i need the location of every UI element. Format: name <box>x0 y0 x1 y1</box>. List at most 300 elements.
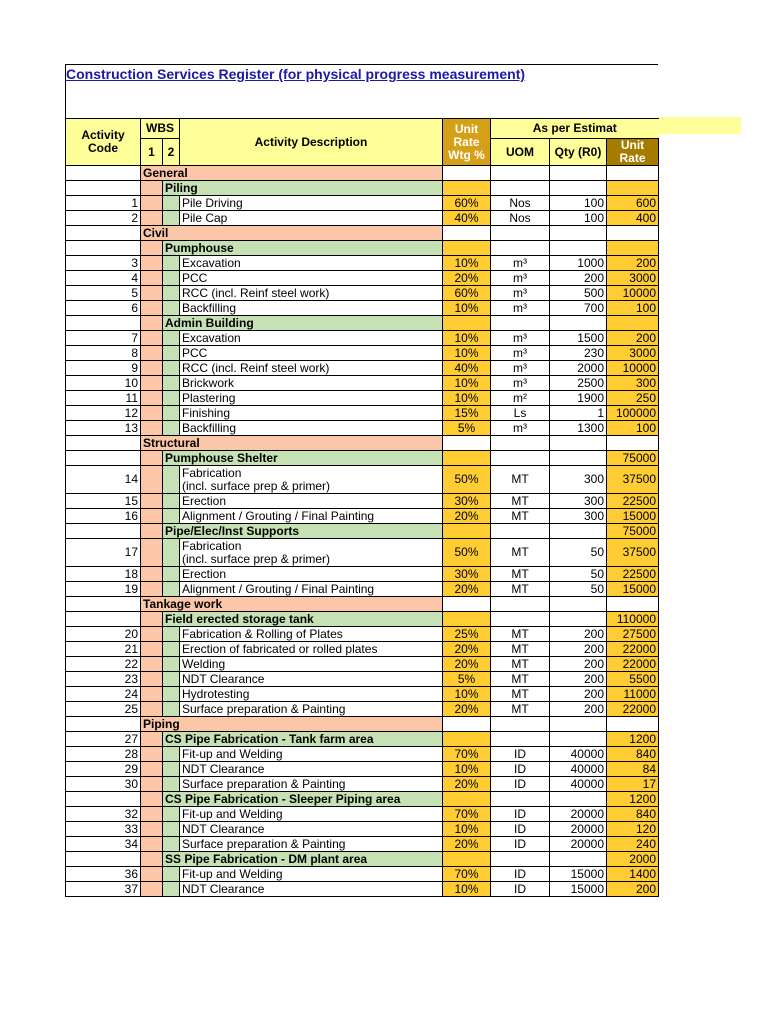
rate-cell[interactable]: 1400 <box>607 867 659 882</box>
qty-cell[interactable]: 1 <box>550 406 607 421</box>
uom-cell[interactable]: Nos <box>491 196 550 211</box>
rate-cell[interactable]: 22000 <box>607 702 659 717</box>
wbs-level1-cell[interactable] <box>141 687 163 702</box>
activity-code-cell[interactable]: 2 <box>66 211 141 226</box>
activity-code-cell[interactable]: 1 <box>66 196 141 211</box>
activity-description-cell[interactable]: Backfilling <box>180 421 443 436</box>
wtg-cell[interactable]: 10% <box>443 762 491 777</box>
qty-cell[interactable]: 20000 <box>550 837 607 852</box>
activity-description-cell[interactable]: Fabrication & Rolling of Plates <box>180 627 443 642</box>
rate-cell[interactable]: 840 <box>607 807 659 822</box>
uom-cell[interactable]: MT <box>491 509 550 524</box>
activity-description-cell[interactable]: Fit-up and Welding <box>180 807 443 822</box>
wtg-cell[interactable] <box>443 166 491 181</box>
activity-code-cell[interactable]: 32 <box>66 807 141 822</box>
wbs-level2-cell[interactable] <box>163 421 180 436</box>
activity-description-cell[interactable]: Plastering <box>180 391 443 406</box>
wbs-level2-cell[interactable] <box>163 196 180 211</box>
rate-cell[interactable] <box>607 436 659 451</box>
wbs-level1-cell[interactable] <box>141 762 163 777</box>
wtg-cell[interactable] <box>443 852 491 867</box>
activity-code-cell[interactable]: 23 <box>66 672 141 687</box>
header-uom[interactable]: UOM <box>491 139 550 166</box>
activity-code-cell[interactable] <box>66 852 141 867</box>
wbs-level2-cell[interactable] <box>163 466 180 494</box>
uom-cell[interactable] <box>491 612 550 627</box>
activity-description-cell[interactable] <box>180 466 443 494</box>
wtg-cell[interactable]: 10% <box>443 882 491 897</box>
activity-code-cell[interactable] <box>66 451 141 466</box>
wtg-cell[interactable] <box>443 717 491 732</box>
header-qty[interactable]: Qty (R0) <box>550 139 607 166</box>
qty-cell[interactable]: 300 <box>550 466 607 494</box>
qty-cell[interactable]: 1500 <box>550 331 607 346</box>
uom-cell[interactable]: m³ <box>491 421 550 436</box>
qty-cell[interactable] <box>550 732 607 747</box>
wtg-cell[interactable]: 30% <box>443 567 491 582</box>
uom-cell[interactable] <box>491 524 550 539</box>
wbs-level1-cell[interactable] <box>141 466 163 494</box>
header-as-per-estimate[interactable]: As per Estimat <box>491 119 659 139</box>
wbs-level2-cell[interactable] <box>163 331 180 346</box>
rate-cell[interactable]: 300 <box>607 376 659 391</box>
wbs-level1-cell[interactable] <box>141 196 163 211</box>
wbs-level2-cell[interactable] <box>163 657 180 672</box>
uom-cell[interactable]: MT <box>491 702 550 717</box>
qty-cell[interactable] <box>550 226 607 241</box>
activity-description-cell[interactable]: NDT Clearance <box>180 882 443 897</box>
uom-cell[interactable]: ID <box>491 882 550 897</box>
wbs-level1-cell[interactable] <box>141 376 163 391</box>
wtg-cell[interactable]: 20% <box>443 582 491 597</box>
qty-cell[interactable] <box>550 166 607 181</box>
qty-cell[interactable]: 1000 <box>550 256 607 271</box>
header-unit-rate[interactable] <box>607 139 659 166</box>
qty-cell[interactable]: 300 <box>550 509 607 524</box>
wtg-cell[interactable]: 10% <box>443 822 491 837</box>
wtg-cell[interactable]: 40% <box>443 211 491 226</box>
activity-code-cell[interactable]: 29 <box>66 762 141 777</box>
qty-cell[interactable]: 200 <box>550 702 607 717</box>
qty-cell[interactable]: 200 <box>550 642 607 657</box>
activity-code-cell[interactable]: 13 <box>66 421 141 436</box>
wbs-level2-cell[interactable] <box>163 494 180 509</box>
wtg-cell[interactable]: 10% <box>443 391 491 406</box>
wbs-level2-cell[interactable] <box>163 286 180 301</box>
qty-cell[interactable] <box>550 597 607 612</box>
activity-description-cell[interactable]: Erection <box>180 567 443 582</box>
activity-description-cell[interactable]: NDT Clearance <box>180 762 443 777</box>
rate-cell[interactable]: 11000 <box>607 687 659 702</box>
activity-description-cell[interactable]: NDT Clearance <box>180 672 443 687</box>
activity-description-cell[interactable]: Brickwork <box>180 376 443 391</box>
uom-cell[interactable]: ID <box>491 867 550 882</box>
qty-cell[interactable] <box>550 241 607 256</box>
wtg-cell[interactable] <box>443 597 491 612</box>
qty-cell[interactable]: 20000 <box>550 807 607 822</box>
wbs-level1-cell[interactable] <box>141 657 163 672</box>
wtg-cell[interactable]: 50% <box>443 539 491 567</box>
wbs-level2-label[interactable]: CS Pipe Fabrication - Tank farm area <box>163 732 443 747</box>
qty-cell[interactable]: 15000 <box>550 867 607 882</box>
wtg-cell[interactable]: 60% <box>443 196 491 211</box>
wbs-level1-cell[interactable] <box>141 672 163 687</box>
uom-cell[interactable] <box>491 717 550 732</box>
activity-code-cell[interactable]: 30 <box>66 777 141 792</box>
activity-code-cell[interactable] <box>66 166 141 181</box>
activity-code-cell[interactable]: 37 <box>66 882 141 897</box>
wtg-cell[interactable] <box>443 241 491 256</box>
activity-code-cell[interactable]: 7 <box>66 331 141 346</box>
uom-cell[interactable]: m³ <box>491 271 550 286</box>
activity-code-cell[interactable] <box>66 316 141 331</box>
wtg-cell[interactable]: 20% <box>443 777 491 792</box>
wbs-level2-cell[interactable] <box>163 837 180 852</box>
uom-cell[interactable] <box>491 436 550 451</box>
wbs-level1-cell[interactable] <box>141 852 163 867</box>
wbs-level2-cell[interactable] <box>163 271 180 286</box>
activity-code-cell[interactable]: 19 <box>66 582 141 597</box>
activity-description-cell[interactable]: Surface preparation & Painting <box>180 702 443 717</box>
qty-cell[interactable]: 2000 <box>550 361 607 376</box>
uom-cell[interactable]: m³ <box>491 301 550 316</box>
rate-cell[interactable] <box>607 241 659 256</box>
wbs-level2-cell[interactable] <box>163 822 180 837</box>
rate-cell[interactable]: 27500 <box>607 627 659 642</box>
activity-description-cell[interactable]: PCC <box>180 346 443 361</box>
qty-cell[interactable]: 50 <box>550 567 607 582</box>
qty-cell[interactable]: 200 <box>550 627 607 642</box>
uom-cell[interactable]: MT <box>491 657 550 672</box>
rate-cell[interactable]: 1200 <box>607 732 659 747</box>
qty-cell[interactable]: 300 <box>550 494 607 509</box>
wbs-level2-cell[interactable] <box>163 567 180 582</box>
activity-code-cell[interactable]: 5 <box>66 286 141 301</box>
wtg-cell[interactable]: 25% <box>443 627 491 642</box>
wbs-level2-cell[interactable] <box>163 702 180 717</box>
wtg-cell[interactable]: 20% <box>443 642 491 657</box>
wbs-level2-cell[interactable] <box>163 687 180 702</box>
wtg-cell[interactable]: 70% <box>443 867 491 882</box>
activity-code-cell[interactable]: 34 <box>66 837 141 852</box>
wbs-level2-cell[interactable] <box>163 211 180 226</box>
wtg-cell[interactable]: 15% <box>443 406 491 421</box>
rate-cell[interactable]: 15000 <box>607 582 659 597</box>
qty-cell[interactable]: 50 <box>550 539 607 567</box>
rate-cell[interactable]: 22500 <box>607 567 659 582</box>
uom-cell[interactable] <box>491 597 550 612</box>
wbs-level2-label[interactable]: SS Pipe Fabrication - DM plant area <box>163 852 443 867</box>
rate-cell[interactable]: 75000 <box>607 451 659 466</box>
sheet-title[interactable]: Construction Services Register (for physical progress measurement) <box>66 66 526 82</box>
rate-cell[interactable]: 22000 <box>607 642 659 657</box>
uom-cell[interactable]: ID <box>491 822 550 837</box>
qty-cell[interactable]: 200 <box>550 687 607 702</box>
wbs-level1-cell[interactable] <box>141 792 163 807</box>
qty-cell[interactable]: 15000 <box>550 882 607 897</box>
activity-description-cell[interactable]: NDT Clearance <box>180 822 443 837</box>
wtg-cell[interactable]: 20% <box>443 702 491 717</box>
wbs-level1-cell[interactable] <box>141 822 163 837</box>
wbs-level2-cell[interactable] <box>163 582 180 597</box>
rate-cell[interactable]: 1200 <box>607 792 659 807</box>
wbs-level2-cell[interactable] <box>163 256 180 271</box>
activity-code-cell[interactable] <box>66 241 141 256</box>
qty-cell[interactable]: 200 <box>550 672 607 687</box>
wbs-level2-cell[interactable] <box>163 627 180 642</box>
qty-cell[interactable]: 50 <box>550 582 607 597</box>
wbs-level2-cell[interactable] <box>163 361 180 376</box>
rate-cell[interactable]: 600 <box>607 196 659 211</box>
activity-code-cell[interactable]: 15 <box>66 494 141 509</box>
wbs-level1-cell[interactable] <box>141 867 163 882</box>
uom-cell[interactable]: ID <box>491 762 550 777</box>
wtg-cell[interactable]: 70% <box>443 807 491 822</box>
uom-cell[interactable]: MT <box>491 466 550 494</box>
wbs-level2-cell[interactable] <box>163 376 180 391</box>
wtg-cell[interactable]: 10% <box>443 301 491 316</box>
uom-cell[interactable]: m² <box>491 391 550 406</box>
wbs-level2-label[interactable]: Pumphouse Shelter <box>163 451 443 466</box>
rate-cell[interactable]: 15000 <box>607 509 659 524</box>
wtg-cell[interactable]: 10% <box>443 346 491 361</box>
activity-code-cell[interactable]: 20 <box>66 627 141 642</box>
uom-cell[interactable]: Ls <box>491 406 550 421</box>
wbs-level1-cell[interactable] <box>141 331 163 346</box>
wbs-level1-cell[interactable] <box>141 211 163 226</box>
rate-cell[interactable] <box>607 597 659 612</box>
activity-description-cell[interactable]: Erection <box>180 494 443 509</box>
wbs-level1-label[interactable]: Structural <box>141 436 443 451</box>
qty-cell[interactable]: 20000 <box>550 822 607 837</box>
header-activity-code[interactable] <box>66 119 141 166</box>
activity-description-cell[interactable]: Pile Driving <box>180 196 443 211</box>
qty-cell[interactable]: 40000 <box>550 777 607 792</box>
qty-cell[interactable] <box>550 717 607 732</box>
activity-code-cell[interactable]: 11 <box>66 391 141 406</box>
qty-cell[interactable]: 2500 <box>550 376 607 391</box>
activity-description-cell[interactable]: Fit-up and Welding <box>180 867 443 882</box>
rate-cell[interactable] <box>607 316 659 331</box>
wtg-cell[interactable]: 30% <box>443 494 491 509</box>
activity-description-cell[interactable]: PCC <box>180 271 443 286</box>
uom-cell[interactable]: ID <box>491 747 550 762</box>
wbs-level1-cell[interactable] <box>141 494 163 509</box>
wbs-level2-label[interactable]: Pipe/Elec/Inst Supports <box>163 524 443 539</box>
activity-code-cell[interactable]: 6 <box>66 301 141 316</box>
uom-cell[interactable]: MT <box>491 494 550 509</box>
header-wbs-2[interactable]: 2 <box>163 139 180 166</box>
qty-cell[interactable]: 500 <box>550 286 607 301</box>
header-wbs[interactable]: WBS <box>141 119 180 139</box>
wbs-level1-cell[interactable] <box>141 421 163 436</box>
wbs-level1-cell[interactable] <box>141 539 163 567</box>
activity-description-cell[interactable]: Surface preparation & Painting <box>180 837 443 852</box>
activity-code-cell[interactable] <box>66 792 141 807</box>
wbs-level2-label[interactable]: CS Pipe Fabrication - Sleeper Piping area <box>163 792 443 807</box>
wbs-level1-cell[interactable] <box>141 271 163 286</box>
wbs-level1-cell[interactable] <box>141 567 163 582</box>
qty-cell[interactable] <box>550 524 607 539</box>
uom-cell[interactable]: m³ <box>491 286 550 301</box>
wbs-level1-cell[interactable] <box>141 301 163 316</box>
qty-cell[interactable]: 100 <box>550 196 607 211</box>
qty-cell[interactable]: 700 <box>550 301 607 316</box>
activity-description-cell[interactable]: Surface preparation & Painting <box>180 777 443 792</box>
uom-cell[interactable]: MT <box>491 642 550 657</box>
qty-cell[interactable]: 1300 <box>550 421 607 436</box>
wbs-level1-cell[interactable] <box>141 837 163 852</box>
uom-cell[interactable]: ID <box>491 807 550 822</box>
wtg-cell[interactable] <box>443 316 491 331</box>
wbs-level2-cell[interactable] <box>163 882 180 897</box>
activity-code-cell[interactable]: 14 <box>66 466 141 494</box>
wbs-level1-cell[interactable] <box>141 256 163 271</box>
wbs-level1-cell[interactable] <box>141 509 163 524</box>
activity-description-cell[interactable]: Backfilling <box>180 301 443 316</box>
wtg-cell[interactable]: 60% <box>443 286 491 301</box>
uom-cell[interactable] <box>491 241 550 256</box>
wtg-cell[interactable] <box>443 451 491 466</box>
activity-code-cell[interactable]: 3 <box>66 256 141 271</box>
rate-cell[interactable] <box>607 226 659 241</box>
activity-description-cell[interactable]: Excavation <box>180 331 443 346</box>
rate-cell[interactable]: 240 <box>607 837 659 852</box>
wtg-cell[interactable]: 10% <box>443 331 491 346</box>
activity-code-cell[interactable] <box>66 612 141 627</box>
activity-description-cell[interactable]: Pile Cap <box>180 211 443 226</box>
uom-cell[interactable]: m³ <box>491 346 550 361</box>
wbs-level2-cell[interactable] <box>163 807 180 822</box>
wtg-cell[interactable] <box>443 524 491 539</box>
qty-cell[interactable] <box>550 612 607 627</box>
qty-cell[interactable]: 200 <box>550 271 607 286</box>
qty-cell[interactable]: 200 <box>550 657 607 672</box>
uom-cell[interactable] <box>491 181 550 196</box>
activity-description-cell[interactable]: Finishing <box>180 406 443 421</box>
qty-cell[interactable]: 40000 <box>550 747 607 762</box>
rate-cell[interactable]: 75000 <box>607 524 659 539</box>
uom-cell[interactable] <box>491 732 550 747</box>
activity-code-cell[interactable]: 12 <box>66 406 141 421</box>
wtg-cell[interactable] <box>443 181 491 196</box>
activity-code-cell[interactable]: 27 <box>66 732 141 747</box>
wtg-cell[interactable]: 10% <box>443 376 491 391</box>
uom-cell[interactable]: MT <box>491 672 550 687</box>
qty-cell[interactable] <box>550 436 607 451</box>
rate-cell[interactable]: 120 <box>607 822 659 837</box>
uom-cell[interactable] <box>491 316 550 331</box>
activity-description-cell[interactable] <box>180 539 443 567</box>
activity-code-cell[interactable]: 25 <box>66 702 141 717</box>
activity-code-cell[interactable] <box>66 436 141 451</box>
wbs-level1-label[interactable]: Piping <box>141 717 443 732</box>
activity-description-cell[interactable]: Alignment / Grouting / Final Painting <box>180 509 443 524</box>
wbs-level1-label[interactable]: Civil <box>141 226 443 241</box>
activity-code-cell[interactable]: 16 <box>66 509 141 524</box>
wbs-level2-label[interactable]: Piling <box>163 181 443 196</box>
header-wbs-1[interactable]: 1 <box>141 139 163 166</box>
rate-cell[interactable]: 37500 <box>607 466 659 494</box>
wbs-level1-cell[interactable] <box>141 524 163 539</box>
wtg-cell[interactable]: 10% <box>443 256 491 271</box>
wbs-level2-label[interactable]: Admin Building <box>163 316 443 331</box>
rate-cell[interactable]: 5500 <box>607 672 659 687</box>
wbs-level2-cell[interactable] <box>163 642 180 657</box>
rate-cell[interactable] <box>607 181 659 196</box>
activity-code-cell[interactable] <box>66 524 141 539</box>
qty-cell[interactable]: 230 <box>550 346 607 361</box>
uom-cell[interactable]: MT <box>491 539 550 567</box>
qty-cell[interactable] <box>550 792 607 807</box>
uom-cell[interactable]: MT <box>491 627 550 642</box>
activity-code-cell[interactable] <box>66 597 141 612</box>
rate-cell[interactable]: 110000 <box>607 612 659 627</box>
wtg-cell[interactable]: 5% <box>443 421 491 436</box>
wtg-cell[interactable]: 40% <box>443 361 491 376</box>
rate-cell[interactable]: 200 <box>607 256 659 271</box>
rate-cell[interactable]: 400 <box>607 211 659 226</box>
wbs-level1-cell[interactable] <box>141 346 163 361</box>
activity-code-cell[interactable]: 18 <box>66 567 141 582</box>
wbs-level2-label[interactable]: Pumphouse <box>163 241 443 256</box>
wtg-cell[interactable]: 70% <box>443 747 491 762</box>
activity-description-cell[interactable]: Hydrotesting <box>180 687 443 702</box>
rate-cell[interactable]: 250 <box>607 391 659 406</box>
qty-cell[interactable] <box>550 852 607 867</box>
qty-cell[interactable] <box>550 451 607 466</box>
activity-code-cell[interactable]: 17 <box>66 539 141 567</box>
rate-cell[interactable]: 17 <box>607 777 659 792</box>
wbs-level2-cell[interactable] <box>163 747 180 762</box>
wbs-level1-cell[interactable] <box>141 807 163 822</box>
rate-cell[interactable]: 200 <box>607 331 659 346</box>
wbs-level2-cell[interactable] <box>163 762 180 777</box>
activity-code-cell[interactable]: 8 <box>66 346 141 361</box>
activity-description-cell[interactable]: RCC (incl. Reinf steel work) <box>180 361 443 376</box>
qty-cell[interactable]: 40000 <box>550 762 607 777</box>
wbs-level1-cell[interactable] <box>141 882 163 897</box>
wbs-level1-cell[interactable] <box>141 612 163 627</box>
wbs-level1-cell[interactable] <box>141 391 163 406</box>
activity-description-cell[interactable]: RCC (incl. Reinf steel work) <box>180 286 443 301</box>
rate-cell[interactable]: 22000 <box>607 657 659 672</box>
activity-code-cell[interactable] <box>66 226 141 241</box>
rate-cell[interactable]: 3000 <box>607 271 659 286</box>
wtg-cell[interactable]: 20% <box>443 657 491 672</box>
rate-cell[interactable]: 84 <box>607 762 659 777</box>
wbs-level2-cell[interactable] <box>163 777 180 792</box>
rate-cell[interactable]: 840 <box>607 747 659 762</box>
wbs-level1-cell[interactable] <box>141 451 163 466</box>
qty-cell[interactable] <box>550 316 607 331</box>
rate-cell[interactable]: 37500 <box>607 539 659 567</box>
wtg-cell[interactable]: 50% <box>443 466 491 494</box>
wtg-cell[interactable]: 10% <box>443 687 491 702</box>
wtg-cell[interactable] <box>443 612 491 627</box>
wbs-level1-cell[interactable] <box>141 241 163 256</box>
rate-cell[interactable]: 10000 <box>607 361 659 376</box>
qty-cell[interactable]: 100 <box>550 211 607 226</box>
activity-code-cell[interactable]: 36 <box>66 867 141 882</box>
activity-code-cell[interactable]: 33 <box>66 822 141 837</box>
uom-cell[interactable]: Nos <box>491 211 550 226</box>
uom-cell[interactable]: MT <box>491 582 550 597</box>
uom-cell[interactable]: MT <box>491 687 550 702</box>
wtg-cell[interactable]: 20% <box>443 509 491 524</box>
wtg-cell[interactable]: 5% <box>443 672 491 687</box>
uom-cell[interactable] <box>491 451 550 466</box>
